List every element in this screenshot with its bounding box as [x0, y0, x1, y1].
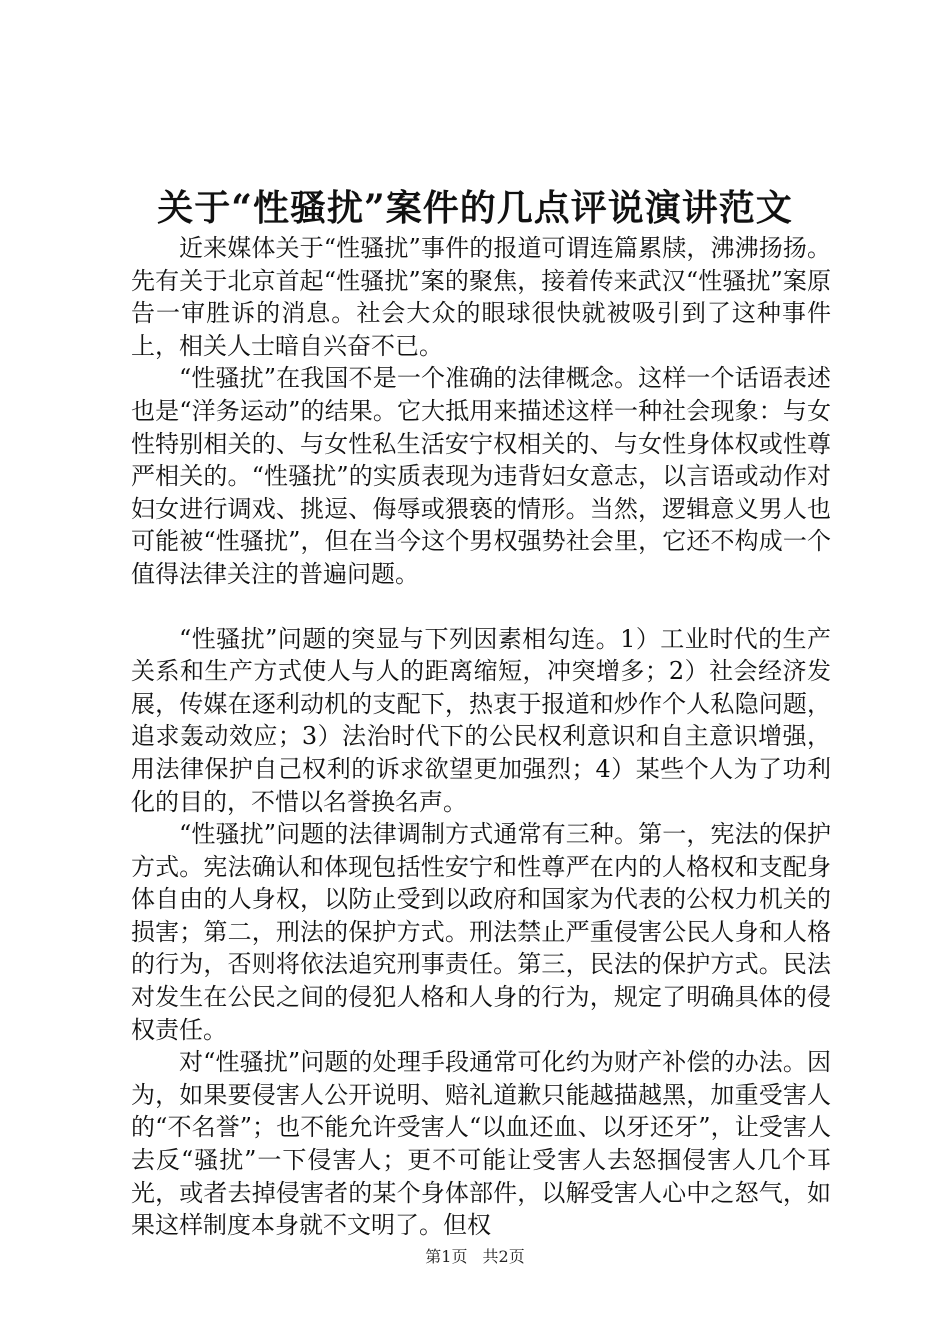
page-number: 第1页 [425, 1247, 468, 1266]
page-total: 共2页 [482, 1247, 525, 1266]
document-body [131, 232, 831, 1242]
paragraph: 近来媒体关于“性骚扰”事件的报道可谓连篇累牍，沸沸扬扬。先有关于北京首起“性骚扰”案的聚焦，接着传来武汉“性骚扰”案原告一审胜诉的消息。社会大众的眼球很快就被吸引到了这种事件上，相关人士暗自兴奋不已。 [131, 234, 831, 360]
paragraph: “性骚扰”问题的突显与下列因素相勾连。1）工业时代的生产关系和生产方式使人与人的距离缩短，冲突增多；2）社会经济发展，传媒在逐利动机的支配下，热衷于报道和炒作个人私隐问题，追求轰动效应；3）法治时代下的公民权利意识和自主意识增强，用法律保护自己权利的诉求欲望更加强烈；4）某些个人为了功利化的目的，不惜以名誉换名声。 [131, 624, 831, 816]
paragraph: “性骚扰”在我国不是一个准确的法律概念。这样一个话语表述也是“洋务运动”的结果。它大抵用来描述这样一种社会现象：与女性特别相关的、与女性私生活安宁权相关的、与女性身体权或性尊严相关的。“性骚扰”的实质表现为违背妇女意志，以言语或动作对妇女进行调戏、挑逗、侮辱或猥亵的情形。当然，逻辑意义男人也可能被“性骚扰”，但在当今这个男权强势社会里，它还不构成一个值得法律关注的普遍问题。 [131, 364, 831, 588]
paragraph-spacer [131, 591, 831, 623]
paragraph: “性骚扰”问题的法律调制方式通常有三种。第一，宪法的保护方式。宪法确认和体现包括性安宁和性尊严在内的人格权和支配身体自由的人身权，以防止受到以政府和国家为代表的公权力机关的损害；第二，刑法的保护方式。刑法禁止严重侵害公民人身和人格的行为，否则将依法追究刑事责任。第三，民法的保护方式。民法对发生在公民之间的侵犯人格和人身的行为，规定了明确具体的侵权责任。 [131, 820, 831, 1044]
paragraph: 对“性骚扰”问题的处理手段通常可化约为财产补偿的办法。因为，如果要侵害人公开说明、赔礼道歉只能越描越黑，加重受害人的“不名誉”；也不能允许受害人“以血还血、以牙还牙”，让受害人去反“骚扰”一下侵害人；更不可能让受害人去怒掴侵害人几个耳光，或者去掉侵害者的某个身体部件，以解受害人心中之怒气，如果这样制度本身就不文明了。但权 [131, 1048, 831, 1240]
document-title: 关于“性骚扰”案件的几点评说演讲范文 [157, 187, 793, 229]
page-footer [0, 1246, 950, 1268]
